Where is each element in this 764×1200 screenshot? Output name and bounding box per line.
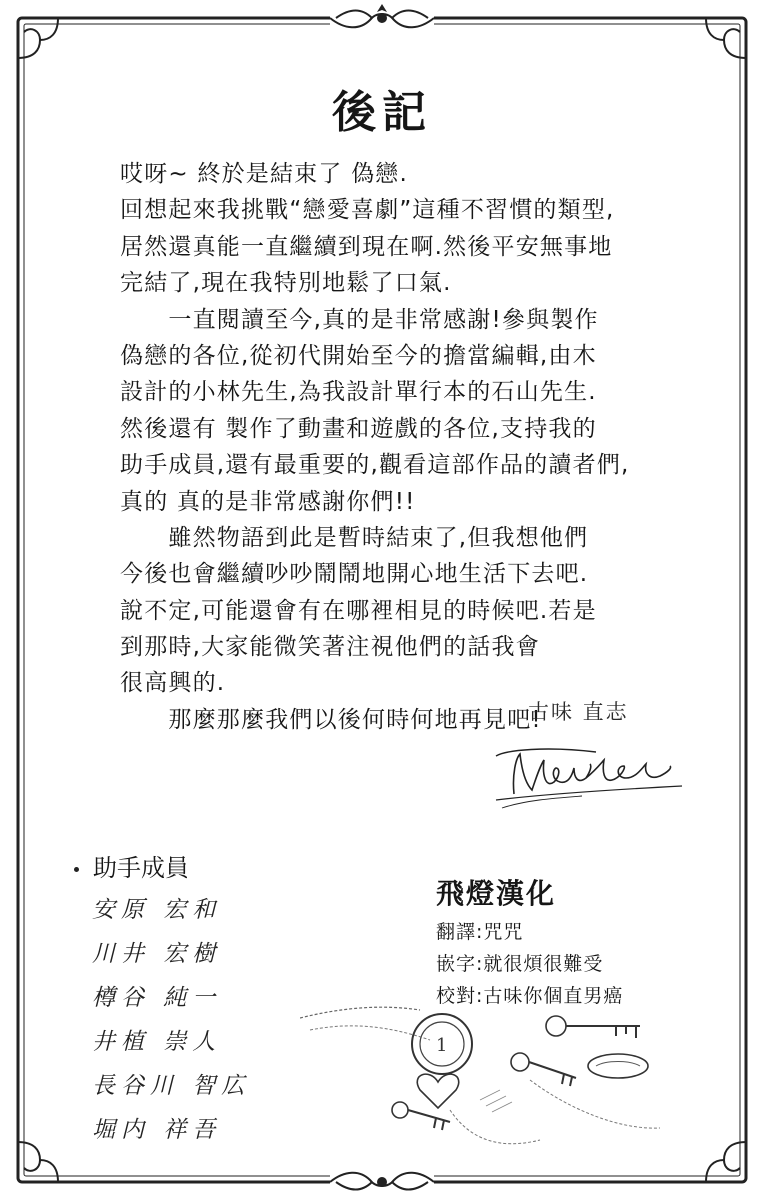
assistant-name: 堀内 祥吾 — [92, 1117, 222, 1143]
keys-illustration — [300, 990, 700, 1160]
assistant-name: 長谷川 智広 — [92, 1073, 251, 1099]
author-name: 古味 直志 — [528, 700, 629, 724]
body-line: 很高興的. — [120, 670, 226, 697]
assistant-name: 安原 宏和 — [92, 897, 222, 923]
group-name: 飛燈漢化 — [436, 877, 557, 910]
credit-translator: 翻譯:咒咒 — [436, 921, 524, 943]
assistant-name: 川井 宏樹 — [92, 941, 222, 967]
assistants-heading-label: 助手成員 — [93, 854, 189, 882]
bullet-icon — [74, 867, 79, 872]
credit-proofreader: 校對:古味你個直男癌 — [436, 985, 624, 1007]
body-line: 然後還有 製作了動畫和遊戲的各位,支持我的 — [120, 415, 597, 442]
page-title: 後記 — [332, 87, 432, 138]
assistants-list — [92, 888, 250, 1152]
body-line: 到那時,大家能微笑著注視他們的話我會 — [120, 634, 540, 661]
body-line: 一直閱讀至今,真的是非常感謝!參與製作 — [120, 306, 599, 333]
afterword-body — [120, 156, 680, 738]
body-line: 居然還真能一直繼續到現在啊.然後平安無事地 — [120, 233, 613, 260]
assistant-name: 井植 崇人 — [92, 1029, 222, 1055]
body-line: 今後也會繼續吵吵鬧鬧地開心地生活下去吧. — [120, 561, 589, 588]
body-line: 完結了,現在我特別地鬆了口氣. — [120, 270, 452, 297]
body-line: 那麼那麼我們以後何時何地再見吧! — [120, 706, 542, 733]
assistants-heading — [74, 848, 189, 883]
body-line: 哎呀~ 終於是結束了 偽戀. — [120, 161, 409, 187]
body-line: 設計的小林先生,為我設計單行本的石山先生. — [120, 379, 597, 406]
credit-typesetter: 嵌字:就很煩很難受 — [436, 953, 604, 975]
body-line: 說不定,可能還會有在哪裡相見的時候吧.若是 — [120, 597, 597, 624]
assistant-name: 樽谷 純一 — [92, 985, 222, 1011]
body-line: 雖然物語到此是暫時結束了,但我想他們 — [120, 524, 589, 551]
body-line: 真的 真的是非常感謝你們!! — [120, 488, 416, 515]
body-line: 助手成員,還有最重要的,觀看這部作品的讀者們, — [120, 452, 630, 479]
body-line: 回想起來我挑戰“戀愛喜劇”這種不習慣的類型, — [120, 197, 615, 224]
scanlation-credits — [436, 872, 623, 1012]
svg-text:1: 1 — [436, 1035, 448, 1056]
body-line: 偽戀的各位,從初代開始至今的擔當編輯,由木 — [120, 342, 597, 369]
author-signature — [486, 738, 686, 818]
